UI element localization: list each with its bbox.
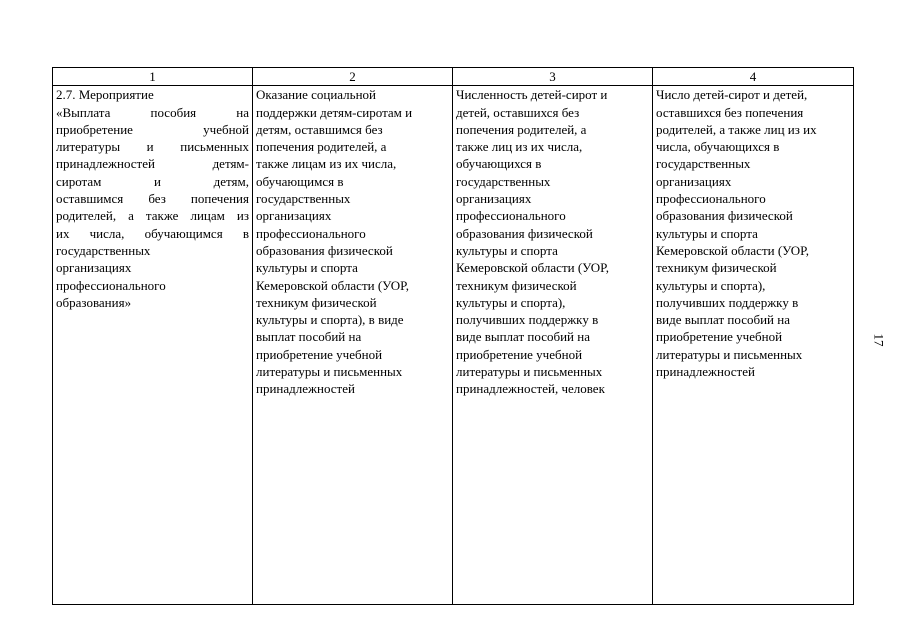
measure-name-line: сиротам и детям, bbox=[56, 173, 249, 189]
cell-measure-name bbox=[53, 86, 253, 605]
measure-name-line: литературы и письменных bbox=[56, 139, 249, 155]
column-header-3: 3 bbox=[453, 68, 653, 86]
measure-name-text bbox=[56, 86, 249, 311]
column-header-2: 2 bbox=[253, 68, 453, 86]
document-table bbox=[52, 67, 854, 605]
measure-name-line: организациях bbox=[56, 260, 132, 276]
table-row bbox=[53, 86, 854, 605]
measure-name-line: их числа, обучающимся в bbox=[56, 225, 249, 241]
measure-name-line: государственных bbox=[56, 242, 151, 258]
column-header-4: 4 bbox=[653, 68, 854, 86]
table-header-row bbox=[53, 68, 854, 86]
cell-indicator-alt bbox=[653, 86, 854, 605]
measure-name-line: принадлежностей детям- bbox=[56, 156, 249, 172]
measure-name-line: профессионального bbox=[56, 277, 166, 293]
cell-description bbox=[253, 86, 453, 605]
measure-name-line: 2.7. Мероприятие bbox=[56, 87, 154, 103]
measure-name-line: оставшимся без попечения bbox=[56, 191, 249, 207]
measure-name-line: родителей, а также лицам из bbox=[56, 208, 249, 224]
description-text: Оказание социальной поддержки детям-сиротам и детям, оставшимся без попечения родителей, а также лицам из их числа, обучающимся в государственных организациях профессионального образования физической культуры и спорта Кемеровской области (УОР, техникум физической культуры и спорта), в виде выплат пособий на приобретение учебной литературы и письменных принадлежностей bbox=[256, 87, 413, 397]
cell-indicator bbox=[453, 86, 653, 605]
page-number: 17 bbox=[871, 333, 887, 347]
measure-name-line: образования» bbox=[56, 294, 132, 310]
indicator-alt-text: Число детей-сирот и детей, оставшихся без попечения родителей, а также лиц из их числа, обучающихся в государственных организациях профессионального образования физической культуры и спорта Кемеровской области (УОР, техникум физической культуры и спорта), получивших поддержку в виде выплат пособий на приобретение учебной литературы и письменных принадлежностей bbox=[656, 87, 817, 380]
measure-name-line: «Выплата пособия на bbox=[56, 104, 249, 120]
column-header-1: 1 bbox=[53, 68, 253, 86]
measure-name-line: приобретение учебной bbox=[56, 121, 249, 137]
indicator-text: Численность детей-сирот и детей, оставшихся без попечения родителей, а также лиц из их числа, обучающихся в государственных организациях профессионального образования физической культуры и спорта Кемеровской области (УОР, техникум физической культуры и спорта), получивших поддержку в виде выплат пособий на приобретение учебной литературы и письменных принадлежностей, человек bbox=[456, 87, 609, 397]
